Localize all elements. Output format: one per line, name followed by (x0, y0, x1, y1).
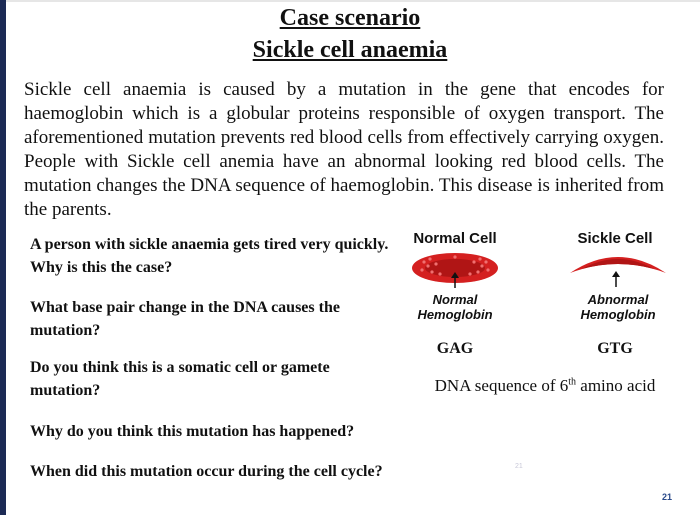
normal-hemoglobin-label (400, 292, 510, 322)
abnormal-hemoglobin-line1: Abnormal (587, 292, 649, 307)
question-3: Do you think this is a somatic cell or gamete mutation? (30, 359, 330, 399)
caption-superscript: th (568, 376, 577, 388)
abnormal-hemoglobin-label (563, 292, 673, 322)
question-4: Why do you think this mutation has happened? (30, 423, 355, 440)
slide-title: Case scenario (279, 5, 421, 31)
caption-prefix: DNA sequence of 6 (434, 376, 569, 395)
normal-hemoglobin-line1: Normal (432, 292, 478, 307)
normal-cell-label: Normal Cell (413, 230, 497, 247)
slide-subtitle: Sickle cell anaemia (252, 37, 448, 63)
caption-suffix: amino acid (576, 376, 656, 395)
slide-top-border (6, 0, 700, 2)
page-number: 21 (662, 492, 673, 502)
question-5: When did this mutation occur during the cell cycle? (30, 463, 383, 480)
sickle-codon: GTG (597, 340, 633, 357)
abnormal-hemoglobin-line2: Hemoglobin (580, 307, 656, 322)
normal-hemoglobin-line2: Hemoglobin (417, 307, 493, 322)
faint-page-number: 21 (515, 463, 523, 470)
sickle-cell-label: Sickle Cell (577, 230, 653, 247)
question-1: A person with sickle anaemia gets tired very quickly. Why is this the case? (30, 236, 389, 276)
slide-accent-bar (0, 0, 6, 515)
dna-sequence-caption (410, 376, 680, 396)
sickle-red-blood-cell-icon (568, 247, 668, 287)
normal-codon: GAG (436, 340, 474, 357)
question-2: What base pair change in the DNA causes the mutation? (30, 299, 340, 339)
intro-paragraph: Sickle cell anaemia is caused by a mutation in the gene that encodes for haemoglobin which is a globular proteins responsible of oxygen transport. The aforementioned mutation prevents red blood cells from effectively carrying oxygen. People with Sickle cell anemia have an abnormal looking red blood cells. The mutation changes the DNA sequence of haemoglobin. This disease is inherited from the parents. (24, 79, 664, 220)
normal-red-blood-cell-icon (410, 250, 500, 290)
